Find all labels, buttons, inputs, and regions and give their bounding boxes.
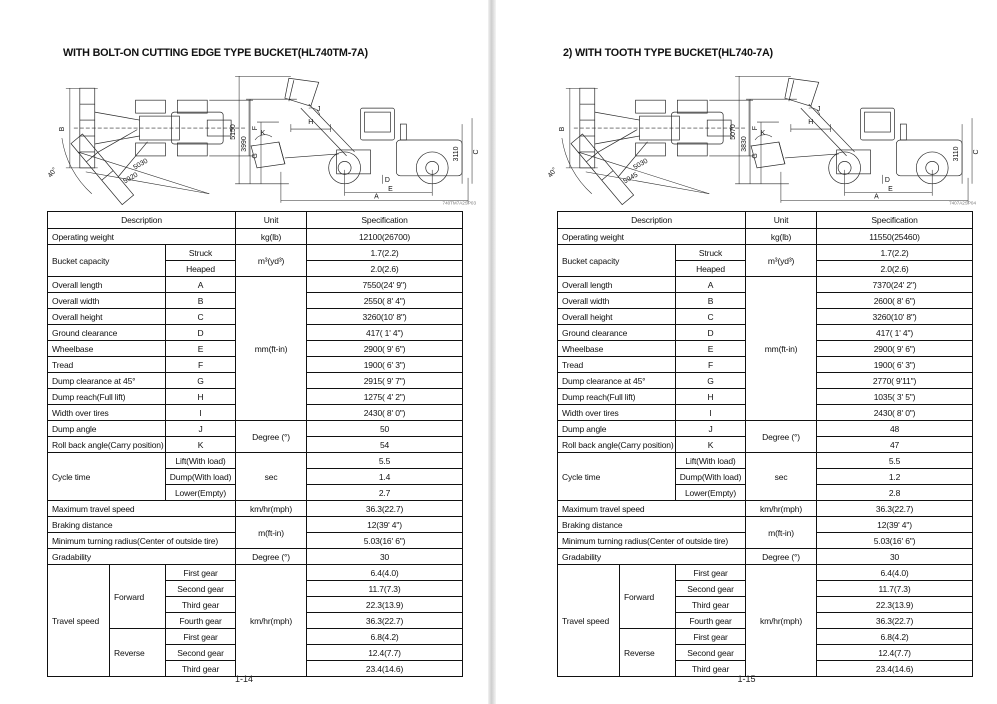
table-cell: Degree (°) xyxy=(236,421,307,453)
table-cell: kg(lb) xyxy=(746,229,817,245)
table-cell: 12(39' 4") xyxy=(817,517,973,533)
table-cell: 2550( 8' 4") xyxy=(307,293,463,309)
figure-code-label: 7407A2SP04 xyxy=(949,200,977,206)
dump-angle-letter: J xyxy=(316,106,321,114)
table-cell: Minimum turning radius(Center of outside tire) xyxy=(558,533,746,549)
table-row xyxy=(558,501,973,517)
wheelbase-letter: E xyxy=(388,185,393,193)
table-cell: Third gear xyxy=(676,597,746,613)
table-cell: A xyxy=(166,277,236,293)
table-cell: 2.7 xyxy=(307,485,463,501)
table-cell: First gear xyxy=(676,629,746,645)
table-row xyxy=(48,277,463,293)
table-cell: m(ft-in) xyxy=(236,517,307,549)
spec-table xyxy=(557,211,973,677)
page-right xyxy=(496,0,997,704)
table-cell: Bucket capacity xyxy=(558,245,676,277)
table-cell: Travel speed xyxy=(48,565,110,677)
table-cell: kg(lb) xyxy=(236,229,307,245)
rollback-angle-letter: K xyxy=(760,130,766,138)
table-cell: Dump(With load) xyxy=(676,469,746,485)
dimension-diagram xyxy=(40,72,480,206)
table-cell: Gradability xyxy=(48,549,236,565)
loader-drawing xyxy=(540,72,980,206)
table-cell: Heaped xyxy=(676,261,746,277)
spec-table xyxy=(47,211,463,677)
column-header: Specification xyxy=(307,212,463,229)
ground-clearance-letter: D xyxy=(884,176,890,184)
table-cell: Third gear xyxy=(676,661,746,677)
table-header-row xyxy=(48,212,463,229)
table-cell: Lift(With load) xyxy=(676,453,746,469)
table-cell: C xyxy=(166,309,236,325)
table-cell: 5.5 xyxy=(307,453,463,469)
table-cell: C xyxy=(676,309,746,325)
table-cell: D xyxy=(166,325,236,341)
dump-reach-letter: H xyxy=(308,119,314,127)
table-cell: m(ft-in) xyxy=(746,517,817,549)
table-cell: 12.4(7.7) xyxy=(307,645,463,661)
table-cell: 1.4 xyxy=(307,469,463,485)
table-cell: m³(yd³) xyxy=(746,245,817,277)
wheelbase-letter: E xyxy=(888,185,893,193)
table-cell: 6.8(4.2) xyxy=(307,629,463,645)
top-view-drawing xyxy=(546,88,759,204)
table-cell: Lower(Empty) xyxy=(166,485,236,501)
table-cell: 7550(24' 9") xyxy=(307,277,463,293)
table-cell: 2915( 9' 7") xyxy=(307,373,463,389)
table-cell: 3260(10' 8") xyxy=(307,309,463,325)
side-view-drawing xyxy=(230,76,480,205)
bucket-width-dim-label: B xyxy=(58,126,66,132)
spec-table-wrap xyxy=(47,211,463,677)
column-header: Unit xyxy=(236,212,307,229)
table-cell: Struck xyxy=(676,245,746,261)
table-cell: Heaped xyxy=(166,261,236,277)
table-cell: Lower(Empty) xyxy=(676,485,746,501)
table-cell: K xyxy=(166,437,236,453)
table-cell: 5.5 xyxy=(817,453,973,469)
table-cell: 6.4(4.0) xyxy=(307,565,463,581)
rear-height-dim-label: 3110 xyxy=(453,146,461,162)
table-cell: 3260(10' 8") xyxy=(817,309,973,325)
table-cell: Dump clearance at 45° xyxy=(48,373,166,389)
table-cell: F xyxy=(676,357,746,373)
table-cell: Cycle time xyxy=(48,453,166,501)
table-cell: Bucket capacity xyxy=(48,245,166,277)
table-row xyxy=(558,517,973,533)
page-title: 2) WITH TOOTH TYPE BUCKET(HL740-7A) xyxy=(563,47,773,59)
table-row xyxy=(48,229,463,245)
table-row xyxy=(558,421,973,437)
table-cell: Degree (°) xyxy=(746,421,817,453)
table-cell: 1.7(2.2) xyxy=(817,245,973,261)
table-cell: Dump clearance at 45° xyxy=(558,373,676,389)
table-cell: mm(ft-in) xyxy=(746,277,817,421)
steer-angle-label: 40° xyxy=(46,166,59,180)
table-cell: G xyxy=(676,373,746,389)
table-cell: Second gear xyxy=(676,581,746,597)
table-cell: 2900( 9' 6") xyxy=(817,341,973,357)
table-cell: mm(ft-in) xyxy=(236,277,307,421)
column-header: Description xyxy=(48,212,236,229)
table-cell: I xyxy=(166,405,236,421)
table-row xyxy=(48,565,463,581)
dump-angle-letter: J xyxy=(816,106,821,114)
table-cell: 6.8(4.2) xyxy=(817,629,973,645)
table-cell: Degree (°) xyxy=(236,549,307,565)
overall-height-letter: C xyxy=(473,149,480,155)
table-cell: 2430( 8' 0") xyxy=(817,405,973,421)
table-cell: Overall width xyxy=(558,293,676,309)
table-cell: Dump(With load) xyxy=(166,469,236,485)
table-row xyxy=(48,421,463,437)
column-header: Specification xyxy=(817,212,973,229)
table-cell: 12100(26700) xyxy=(307,229,463,245)
page-number: 1-14 xyxy=(234,674,253,684)
table-cell: 23.4(14.6) xyxy=(817,661,973,677)
table-cell: 1275( 4' 2") xyxy=(307,389,463,405)
steer-angle-label: 40° xyxy=(546,166,559,180)
table-cell: Fourth gear xyxy=(676,613,746,629)
tread-dim-label: F xyxy=(752,125,760,131)
table-cell: 1035( 3' 5") xyxy=(817,389,973,405)
table-cell: 2900( 9' 6") xyxy=(307,341,463,357)
table-cell: Wheelbase xyxy=(558,341,676,357)
turning-radius-inner-label: 5030 xyxy=(132,157,150,172)
raised-height-dim-label: 5070 xyxy=(730,124,738,140)
table-cell: B xyxy=(166,293,236,309)
table-cell: 23.4(14.6) xyxy=(307,661,463,677)
table-cell: km/hr(mph) xyxy=(236,565,307,677)
table-cell: sec xyxy=(236,453,307,501)
table-cell: Forward xyxy=(110,565,166,629)
table-cell: Overall height xyxy=(48,309,166,325)
table-cell: Operating weight xyxy=(558,229,746,245)
table-cell: 47 xyxy=(817,437,973,453)
table-cell: 417( 1' 4") xyxy=(307,325,463,341)
table-cell: Dump angle xyxy=(558,421,676,437)
table-cell: 54 xyxy=(307,437,463,453)
table-cell: Fourth gear xyxy=(166,613,236,629)
page-title: WITH BOLT-ON CUTTING EDGE TYPE BUCKET(HL740TM-7A) xyxy=(63,47,368,59)
table-cell: Ground clearance xyxy=(48,325,166,341)
table-cell: 5.03(16' 6") xyxy=(817,533,973,549)
table-cell: 50 xyxy=(307,421,463,437)
table-cell: Third gear xyxy=(166,661,236,677)
table-cell: Second gear xyxy=(676,645,746,661)
table-cell: 36.3(22.7) xyxy=(307,613,463,629)
table-cell: 22.3(13.9) xyxy=(307,597,463,613)
table-cell: Overall length xyxy=(558,277,676,293)
table-cell: 30 xyxy=(817,549,973,565)
table-cell: 5.03(16' 6") xyxy=(307,533,463,549)
table-row xyxy=(558,277,973,293)
table-header-row xyxy=(558,212,973,229)
table-cell: Ground clearance xyxy=(558,325,676,341)
table-cell: Struck xyxy=(166,245,236,261)
table-cell: 7370(24' 2") xyxy=(817,277,973,293)
rollback-angle-letter: K xyxy=(260,130,266,138)
loader-drawing xyxy=(40,72,480,206)
table-cell: Forward xyxy=(620,565,676,629)
table-cell: 2.0(2.6) xyxy=(817,261,973,277)
overall-length-letter: A xyxy=(374,193,379,201)
dump-reach-letter: H xyxy=(808,119,814,127)
raised-height-dim-label: 5150 xyxy=(230,124,238,140)
dump-clearance-dim-label: G xyxy=(252,153,260,159)
column-header: Description xyxy=(558,212,746,229)
table-cell: Braking distance xyxy=(48,517,236,533)
table-row xyxy=(48,453,463,469)
table-row xyxy=(48,517,463,533)
table-cell: Tread xyxy=(558,357,676,373)
table-cell: km/hr(mph) xyxy=(236,501,307,517)
tread-dim-label: F xyxy=(252,125,260,131)
page-number: 1-15 xyxy=(737,674,756,684)
table-cell: Lift(With load) xyxy=(166,453,236,469)
bucket-width-dim-label: B xyxy=(558,126,566,132)
table-cell: 11.7(7.3) xyxy=(307,581,463,597)
table-cell: 6.4(4.0) xyxy=(817,565,973,581)
top-view-drawing xyxy=(46,88,259,204)
table-cell: Roll back angle(Carry position) xyxy=(48,437,166,453)
table-cell: Maximum travel speed xyxy=(558,501,746,517)
overall-length-letter: A xyxy=(874,193,879,201)
table-cell: 2600( 8' 6") xyxy=(817,293,973,309)
table-cell: Third gear xyxy=(166,597,236,613)
table-row xyxy=(48,245,463,261)
table-cell: B xyxy=(676,293,746,309)
table-cell: 11.7(7.3) xyxy=(817,581,973,597)
turning-radius-outer-label: 5945 xyxy=(622,171,640,186)
dump-clearance-dim-label: G xyxy=(752,153,760,159)
table-cell: Operating weight xyxy=(48,229,236,245)
table-cell: First gear xyxy=(676,565,746,581)
table-cell: Cycle time xyxy=(558,453,676,501)
page-gutter xyxy=(488,0,496,704)
table-cell: Overall length xyxy=(48,277,166,293)
table-cell: 2770( 9'11") xyxy=(817,373,973,389)
table-cell: Second gear xyxy=(166,645,236,661)
table-cell: Tread xyxy=(48,357,166,373)
table-cell: 12.4(7.7) xyxy=(817,645,973,661)
table-cell: Overall width xyxy=(48,293,166,309)
table-row xyxy=(48,549,463,565)
table-cell: E xyxy=(676,341,746,357)
table-cell: H xyxy=(676,389,746,405)
table-cell: 1900( 6' 3") xyxy=(817,357,973,373)
column-header: Unit xyxy=(746,212,817,229)
table-cell: Gradability xyxy=(558,549,746,565)
table-cell: 2.0(2.6) xyxy=(307,261,463,277)
table-cell: 11550(25460) xyxy=(817,229,973,245)
table-cell: 1.2 xyxy=(817,469,973,485)
table-cell: Travel speed xyxy=(558,565,620,677)
table-row xyxy=(558,549,973,565)
table-row xyxy=(558,245,973,261)
side-view-drawing xyxy=(730,76,980,205)
table-cell: sec xyxy=(746,453,817,501)
table-row xyxy=(558,453,973,469)
table-cell: Dump angle xyxy=(48,421,166,437)
table-cell: J xyxy=(676,421,746,437)
table-cell: 22.3(13.9) xyxy=(817,597,973,613)
table-cell: Reverse xyxy=(110,629,166,677)
table-cell: m³(yd³) xyxy=(236,245,307,277)
table-cell: Second gear xyxy=(166,581,236,597)
table-row xyxy=(48,501,463,517)
table-cell: 36.3(22.7) xyxy=(817,501,973,517)
table-cell: km/hr(mph) xyxy=(746,501,817,517)
page-left xyxy=(0,0,488,704)
spec-table-wrap xyxy=(557,211,973,677)
table-cell: E xyxy=(166,341,236,357)
table-cell: G xyxy=(166,373,236,389)
ground-clearance-letter: D xyxy=(384,176,390,184)
dimension-diagram xyxy=(540,72,980,206)
table-cell: Maximum travel speed xyxy=(48,501,236,517)
table-cell: I xyxy=(676,405,746,421)
table-cell: 2.8 xyxy=(817,485,973,501)
table-cell: Dump reach(Full lift) xyxy=(558,389,676,405)
table-cell: Width over tires xyxy=(48,405,166,421)
table-cell: 36.3(22.7) xyxy=(307,501,463,517)
table-cell: Width over tires xyxy=(558,405,676,421)
table-cell: 2430( 8' 0") xyxy=(307,405,463,421)
table-cell: First gear xyxy=(166,565,236,581)
table-cell: 48 xyxy=(817,421,973,437)
table-cell: H xyxy=(166,389,236,405)
table-cell: Wheelbase xyxy=(48,341,166,357)
table-cell: Dump reach(Full lift) xyxy=(48,389,166,405)
table-cell: km/hr(mph) xyxy=(746,565,817,677)
table-cell: Minimum turning radius(Center of outside tire) xyxy=(48,533,236,549)
table-cell: D xyxy=(676,325,746,341)
table-cell: First gear xyxy=(166,629,236,645)
table-cell: Roll back angle(Carry position) xyxy=(558,437,676,453)
table-cell: Overall height xyxy=(558,309,676,325)
table-cell: 417( 1' 4") xyxy=(817,325,973,341)
figure-code-label: 740TM7A2SP03 xyxy=(442,200,477,206)
table-cell: A xyxy=(676,277,746,293)
table-cell: K xyxy=(676,437,746,453)
table-cell: 30 xyxy=(307,549,463,565)
overall-height-letter: C xyxy=(973,149,980,155)
table-cell: Braking distance xyxy=(558,517,746,533)
turning-radius-outer-label: 5920 xyxy=(122,171,140,186)
turning-radius-inner-label: 5030 xyxy=(632,157,650,172)
table-row xyxy=(558,229,973,245)
table-cell: 1.7(2.2) xyxy=(307,245,463,261)
rear-height-dim-label: 3110 xyxy=(953,146,961,162)
mid-height-dim-label: 3990 xyxy=(241,136,249,152)
table-cell: 1900( 6' 3") xyxy=(307,357,463,373)
table-cell: Degree (°) xyxy=(746,549,817,565)
table-cell: Reverse xyxy=(620,629,676,677)
table-cell: 36.3(22.7) xyxy=(817,613,973,629)
table-cell: F xyxy=(166,357,236,373)
table-row xyxy=(558,565,973,581)
table-cell: 12(39' 4") xyxy=(307,517,463,533)
mid-height-dim-label: 3830 xyxy=(741,136,749,152)
table-cell: J xyxy=(166,421,236,437)
